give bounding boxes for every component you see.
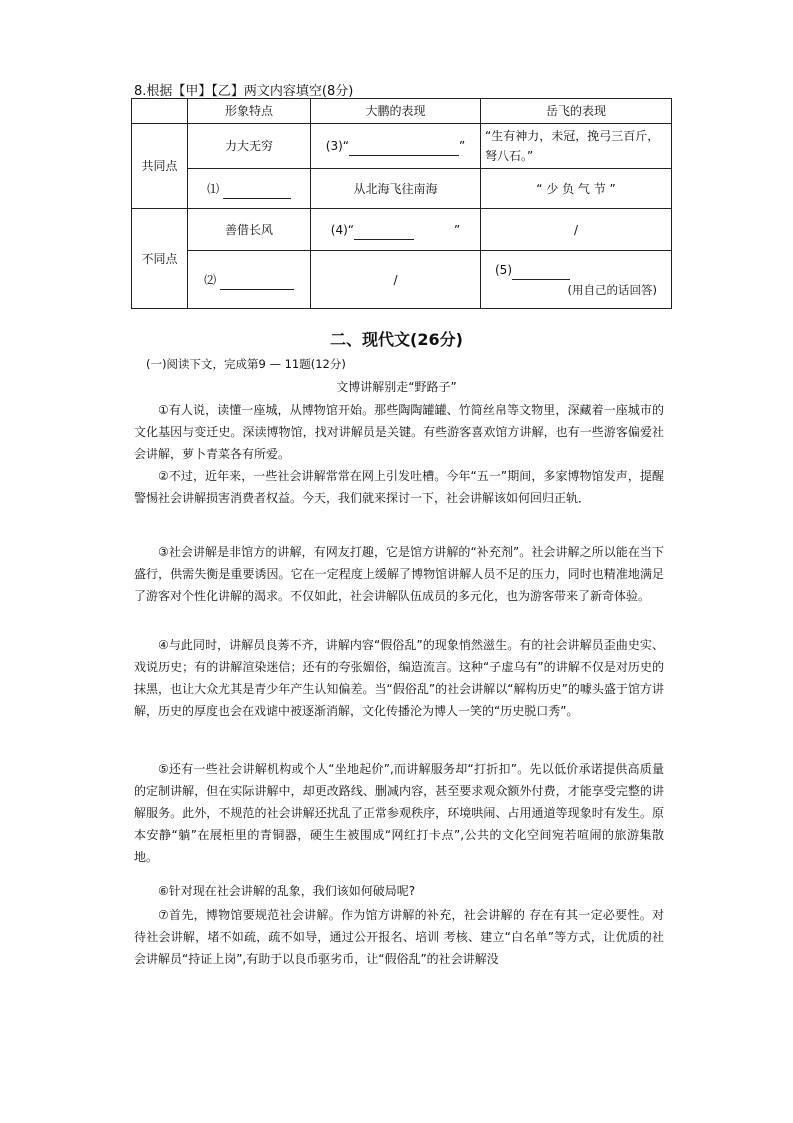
blank-1-label: ⑴	[207, 181, 220, 196]
cell-dapeng-4: /	[311, 251, 481, 309]
paragraph-3: ③社会讲解是非馆方的讲解，有网友打趣，它是馆方讲解的“补充剂”。社会讲解之所以能在当下盛行，供需失衡是重要诱因。它在一定程度上缓解了博物馆讲解人员不足的压力，同时也精准地满足了游客对个性化讲解的渴求。不仅如此，社会讲解队伍成员的多元化，也为游客带来了新奇体验。	[134, 545, 664, 603]
article-title: 文博讲解别走“野路子”	[336, 380, 457, 394]
answer-note: (用自己的话回答)	[567, 282, 657, 297]
cell-dapeng-1	[311, 124, 481, 169]
cell-trait-2	[188, 169, 311, 209]
blank-2-label: ⑵	[204, 272, 217, 287]
blank-3-prefix: (3)“	[325, 139, 349, 153]
header-empty	[132, 99, 188, 124]
paragraph-4: ④与此同时，讲解员良莠不齐，讲解内容“假俗乱”的现象悄然滋生。有的社会讲解员歪曲史实、戏说历史；有的讲解渲染迷信；还有的夸张媚俗，编造流言。这种“子虚乌有”的讲解不仅是对历史的抹黑，也让大众尤其是青少年产生认知偏差。当“假俗乱”的社会讲解以“解构历史”的噱头盛于馆方讲解，历史的厚度也会在戏谑中被逐渐消解，文化传播沦为博人一笑的“历史脱口秀”。	[134, 638, 664, 718]
section-instructions: (一)阅读下文，完成第9 — 11题(12分)	[146, 357, 346, 371]
paragraph-1: ①有人说，读懂一座城，从博物馆开始。那些陶陶罐罐、竹简丝帛等文物里，深藏着一座城市的文化基因与变迁史。深读博物馆，找对讲解员是关键。有些游客喜欢馆方讲解，也有一些游客偏爱社会讲解，萝卜青菜各有所爱。	[134, 403, 664, 461]
answer-table	[131, 98, 672, 309]
section-title: 二、现代文(26分)	[330, 330, 463, 349]
cell-dapeng-3	[311, 209, 481, 251]
cell-trait-1: 力大无穷	[188, 124, 311, 169]
diff-label: 不同点	[132, 209, 188, 309]
table-header-row	[132, 99, 672, 124]
cell-yuefei-1: “生有神力，未冠，挽弓三百斤，弩八石。”	[481, 124, 672, 169]
blank-4-suffix: ”	[454, 222, 461, 237]
header-trait: 形象特点	[188, 99, 311, 124]
paragraph-6: ⑥针对现在社会讲解的乱象，我们该如何破局呢?	[158, 884, 416, 898]
header-yuefei: 岳飞的表现	[481, 99, 672, 124]
cell-dapeng-2: 从北海飞往南海	[311, 169, 481, 209]
common-label: 共同点	[132, 124, 188, 209]
paragraph-2: ②不过，近年来，一些社会讲解常常在网上引发吐槽。今年“五一”期间，多家博物馆发声，提醒警惕社会讲解损害消费者权益。今天，我们就来探讨一下，社会讲解该如何回归正轨．	[134, 469, 664, 505]
table-row	[132, 251, 672, 309]
question-8-title: 8.根据【甲】【乙】两文内容填空(8分)	[134, 84, 354, 99]
table-row	[132, 209, 672, 251]
cell-yuefei-3: /	[481, 209, 672, 251]
paragraph-5: ⑤还有一些社会讲解机构或个人“坐地起价”,而讲解服务却“打折扣”。先以低价承诺提供高质量的定制讲解，但在实际讲解中，却更改路线、删减内容，甚至要求观众额外付费，才能享受完整的讲解服务。此外，不规范的社会讲解还扰乱了正常参观秩序，环境哄闹、占用通道等现象时有发生。原本安静“躺”在展柜里的青铜器，硬生生被围成“网红打卡点”,公共的文化空间宛若喧闹的旅游集散地。	[134, 762, 664, 864]
blank-1[interactable]	[223, 184, 291, 199]
table-row	[132, 124, 672, 169]
header-dapeng: 大鹏的表现	[311, 99, 481, 124]
blank-5[interactable]	[512, 265, 570, 280]
cell-trait-4	[188, 251, 311, 309]
blank-2[interactable]	[220, 275, 294, 290]
blank-4[interactable]	[354, 225, 414, 240]
blank-4-prefix: (4)“	[330, 222, 354, 237]
paragraph-7: ⑦首先，博物馆要规范社会讲解。作为馆方讲解的补充，社会讲解的 存在有其一定必要性。对待社会讲解，堵不如疏，疏不如导，通过公开报名、培训 考核、建立“白名单”等方式，让优质的社会讲解员“持证上岗”,有助于以良币驱劣币，让“假俗乱”的社会讲解没	[134, 908, 664, 966]
cell-yuefei-4	[481, 251, 672, 309]
blank-3[interactable]	[349, 141, 459, 156]
cell-trait-3: 善借长风	[188, 209, 311, 251]
table-row	[132, 169, 672, 209]
cell-yuefei-2: “ 少 负 气 节 ”	[481, 169, 672, 209]
blank-3-suffix: ”	[459, 139, 466, 153]
blank-5-label: (5)	[495, 262, 512, 277]
